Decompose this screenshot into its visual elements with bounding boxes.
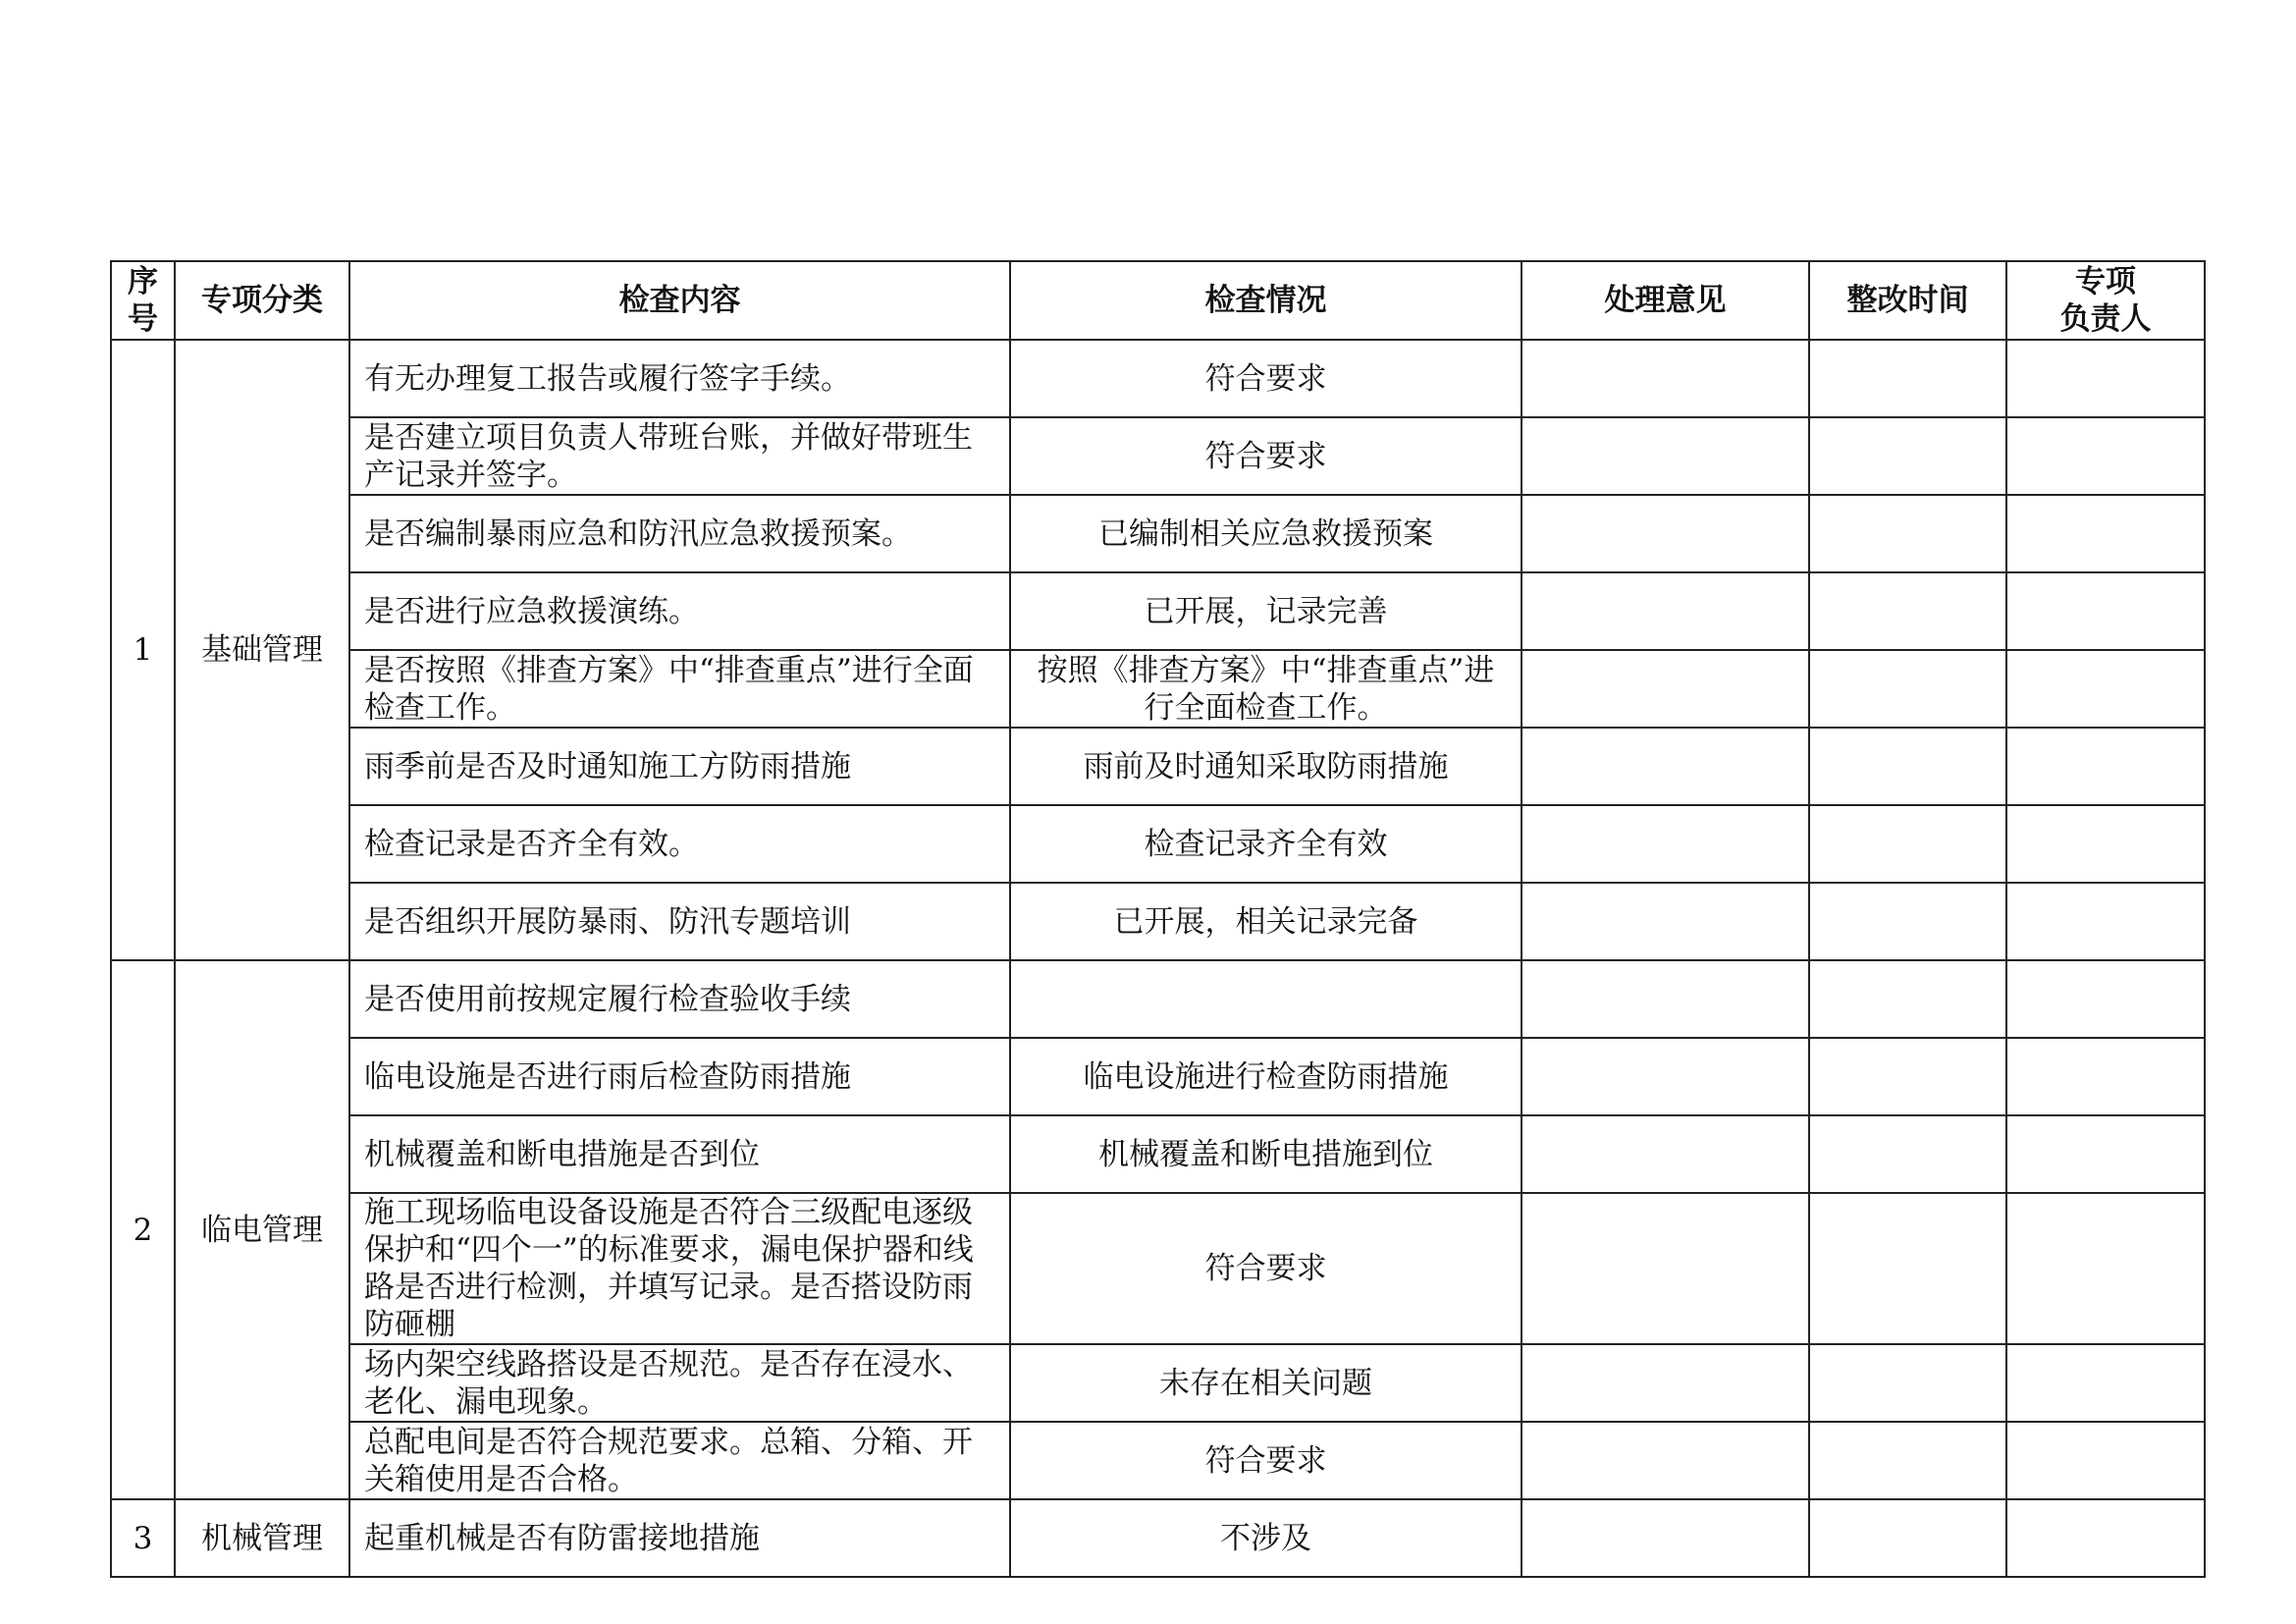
group-number: 3 (111, 1499, 175, 1577)
check-item: 机械覆盖和断电措施是否到位 (349, 1115, 1010, 1193)
table-row (111, 1115, 2205, 1193)
owner-cell (2006, 1422, 2205, 1499)
check-status: 雨前及时通知采取防雨措施 (1010, 728, 1522, 805)
check-status: 符合要求 (1010, 417, 1522, 495)
check-item: 是否使用前按规定履行检查验收手续 (349, 960, 1010, 1038)
check-status: 机械覆盖和断电措施到位 (1010, 1115, 1522, 1193)
check-item: 是否建立项目负责人带班台账，并做好带班生产记录并签字。 (349, 417, 1010, 495)
check-status: 未存在相关问题 (1010, 1344, 1522, 1422)
owner-cell (2006, 650, 2205, 728)
check-item: 场内架空线路搭设是否规范。是否存在浸水、老化、漏电现象。 (349, 1344, 1010, 1422)
header-content: 检查内容 (349, 261, 1010, 340)
check-item: 是否进行应急救援演练。 (349, 572, 1010, 650)
opinion-cell (1522, 1193, 1809, 1344)
owner-cell (2006, 1193, 2205, 1344)
owner-cell (2006, 1038, 2205, 1115)
opinion-cell (1522, 650, 1809, 728)
table-row (111, 1499, 2205, 1577)
table-row (111, 340, 2205, 417)
check-item: 有无办理复工报告或履行签字手续。 (349, 340, 1010, 417)
deadline-cell (1809, 883, 2006, 960)
header-deadline: 整改时间 (1809, 261, 2006, 340)
table-row (111, 1193, 2205, 1344)
group-number: 2 (111, 960, 175, 1499)
table-row (111, 805, 2205, 883)
owner-cell (2006, 495, 2205, 572)
header-opinion: 处理意见 (1522, 261, 1809, 340)
opinion-cell (1522, 417, 1809, 495)
deadline-cell (1809, 1115, 2006, 1193)
check-item: 雨季前是否及时通知施工方防雨措施 (349, 728, 1010, 805)
inspection-table (110, 260, 2206, 1578)
check-item: 检查记录是否齐全有效。 (349, 805, 1010, 883)
header-status: 检查情况 (1010, 261, 1522, 340)
opinion-cell (1522, 1115, 1809, 1193)
opinion-cell (1522, 1499, 1809, 1577)
owner-cell (2006, 805, 2205, 883)
opinion-cell (1522, 340, 1809, 417)
deadline-cell (1809, 340, 2006, 417)
owner-cell (2006, 960, 2205, 1038)
deadline-cell (1809, 572, 2006, 650)
owner-cell (2006, 417, 2205, 495)
check-status: 已开展，记录完善 (1010, 572, 1522, 650)
group-number: 1 (111, 340, 175, 960)
opinion-cell (1522, 495, 1809, 572)
check-status: 符合要求 (1010, 1422, 1522, 1499)
deadline-cell (1809, 805, 2006, 883)
check-item: 总配电间是否符合规范要求。总箱、分箱、开关箱使用是否合格。 (349, 1422, 1010, 1499)
check-status: 符合要求 (1010, 1193, 1522, 1344)
table-row (111, 417, 2205, 495)
opinion-cell (1522, 805, 1809, 883)
opinion-cell (1522, 883, 1809, 960)
table-row (111, 1038, 2205, 1115)
table-row (111, 1422, 2205, 1499)
opinion-cell (1522, 1344, 1809, 1422)
group-category: 机械管理 (175, 1499, 349, 1577)
deadline-cell (1809, 728, 2006, 805)
table-row (111, 960, 2205, 1038)
deadline-cell (1809, 417, 2006, 495)
deadline-cell (1809, 1344, 2006, 1422)
check-item: 起重机械是否有防雷接地措施 (349, 1499, 1010, 1577)
header-category: 专项分类 (175, 261, 349, 340)
owner-cell (2006, 340, 2205, 417)
header-no: 序 号 (111, 261, 175, 340)
owner-cell (2006, 1344, 2205, 1422)
opinion-cell (1522, 728, 1809, 805)
table-row (111, 572, 2205, 650)
deadline-cell (1809, 1193, 2006, 1344)
deadline-cell (1809, 495, 2006, 572)
opinion-cell (1522, 572, 1809, 650)
owner-cell (2006, 1499, 2205, 1577)
opinion-cell (1522, 1422, 1809, 1499)
opinion-cell (1522, 1038, 1809, 1115)
check-item: 是否组织开展防暴雨、防汛专题培训 (349, 883, 1010, 960)
table-row (111, 495, 2205, 572)
table-row (111, 728, 2205, 805)
table-row (111, 883, 2205, 960)
table-row (111, 1344, 2205, 1422)
deadline-cell (1809, 1038, 2006, 1115)
check-item: 临电设施是否进行雨后检查防雨措施 (349, 1038, 1010, 1115)
check-status: 符合要求 (1010, 340, 1522, 417)
header-owner: 专项 负责人 (2006, 261, 2205, 340)
owner-cell (2006, 572, 2205, 650)
owner-cell (2006, 883, 2205, 960)
check-status: 已编制相关应急救援预案 (1010, 495, 1522, 572)
group-category: 临电管理 (175, 960, 349, 1499)
check-status (1010, 960, 1522, 1038)
owner-cell (2006, 728, 2205, 805)
check-item: 施工现场临电设备设施是否符合三级配电逐级保护和“四个一”的标准要求，漏电保护器和线路是否进行检测，并填写记录。是否搭设防雨防砸棚 (349, 1193, 1010, 1344)
group-category: 基础管理 (175, 340, 349, 960)
deadline-cell (1809, 960, 2006, 1038)
owner-cell (2006, 1115, 2205, 1193)
check-status: 不涉及 (1010, 1499, 1522, 1577)
deadline-cell (1809, 650, 2006, 728)
deadline-cell (1809, 1422, 2006, 1499)
check-status: 按照《排查方案》中“排查重点”进行全面检查工作。 (1010, 650, 1522, 728)
check-status: 检查记录齐全有效 (1010, 805, 1522, 883)
header-row (111, 261, 2205, 340)
check-status: 已开展，相关记录完备 (1010, 883, 1522, 960)
check-item: 是否按照《排查方案》中“排查重点”进行全面检查工作。 (349, 650, 1010, 728)
check-status: 临电设施进行检查防雨措施 (1010, 1038, 1522, 1115)
opinion-cell (1522, 960, 1809, 1038)
check-item: 是否编制暴雨应急和防汛应急救援预案。 (349, 495, 1010, 572)
deadline-cell (1809, 1499, 2006, 1577)
table-row (111, 650, 2205, 728)
